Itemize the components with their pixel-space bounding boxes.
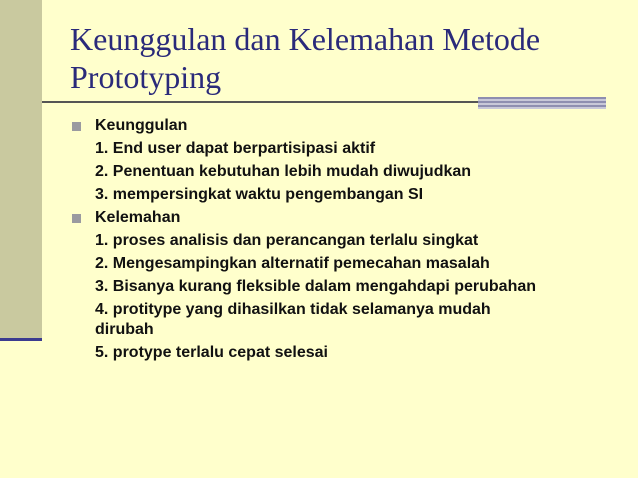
section-heading: Keunggulan (95, 117, 188, 134)
square-bullet-icon (72, 214, 81, 223)
section-kelemahan (72, 208, 612, 228)
square-bullet-icon (72, 122, 81, 131)
title-underline (42, 101, 482, 103)
list-item: 3. mempersingkat waktu pengembangan SI (95, 186, 424, 203)
list-item: 3. Bisanya kurang fleksible dalam mengahdapi perubahan (95, 278, 537, 295)
left-decor-band (0, 0, 42, 340)
list-item: 5. protype terlalu cepat selesai (95, 344, 328, 361)
list-item: 2. Penentuan kebutuhan lebih mudah diwujudkan (95, 163, 472, 180)
list-item: 2. Mengesampingkan alternatif pemecahan masalah (95, 255, 490, 272)
section-heading: Kelemahan (95, 209, 181, 226)
list-item: 4. protitype yang dihasilkan tidak selamanya mudah dirubah (95, 301, 491, 338)
left-decor-line (0, 338, 42, 341)
list-item: 1. End user dapat berpartisipasi aktif (95, 140, 376, 157)
title-decor-bar (478, 97, 606, 109)
slide-content (72, 114, 612, 363)
list-item: 1. proses analisis dan perancangan terlalu singkat (95, 232, 479, 249)
section-keunggulan (72, 116, 612, 136)
slide-title: Keunggulan dan Kelemahan Metode Prototyping (70, 21, 541, 95)
